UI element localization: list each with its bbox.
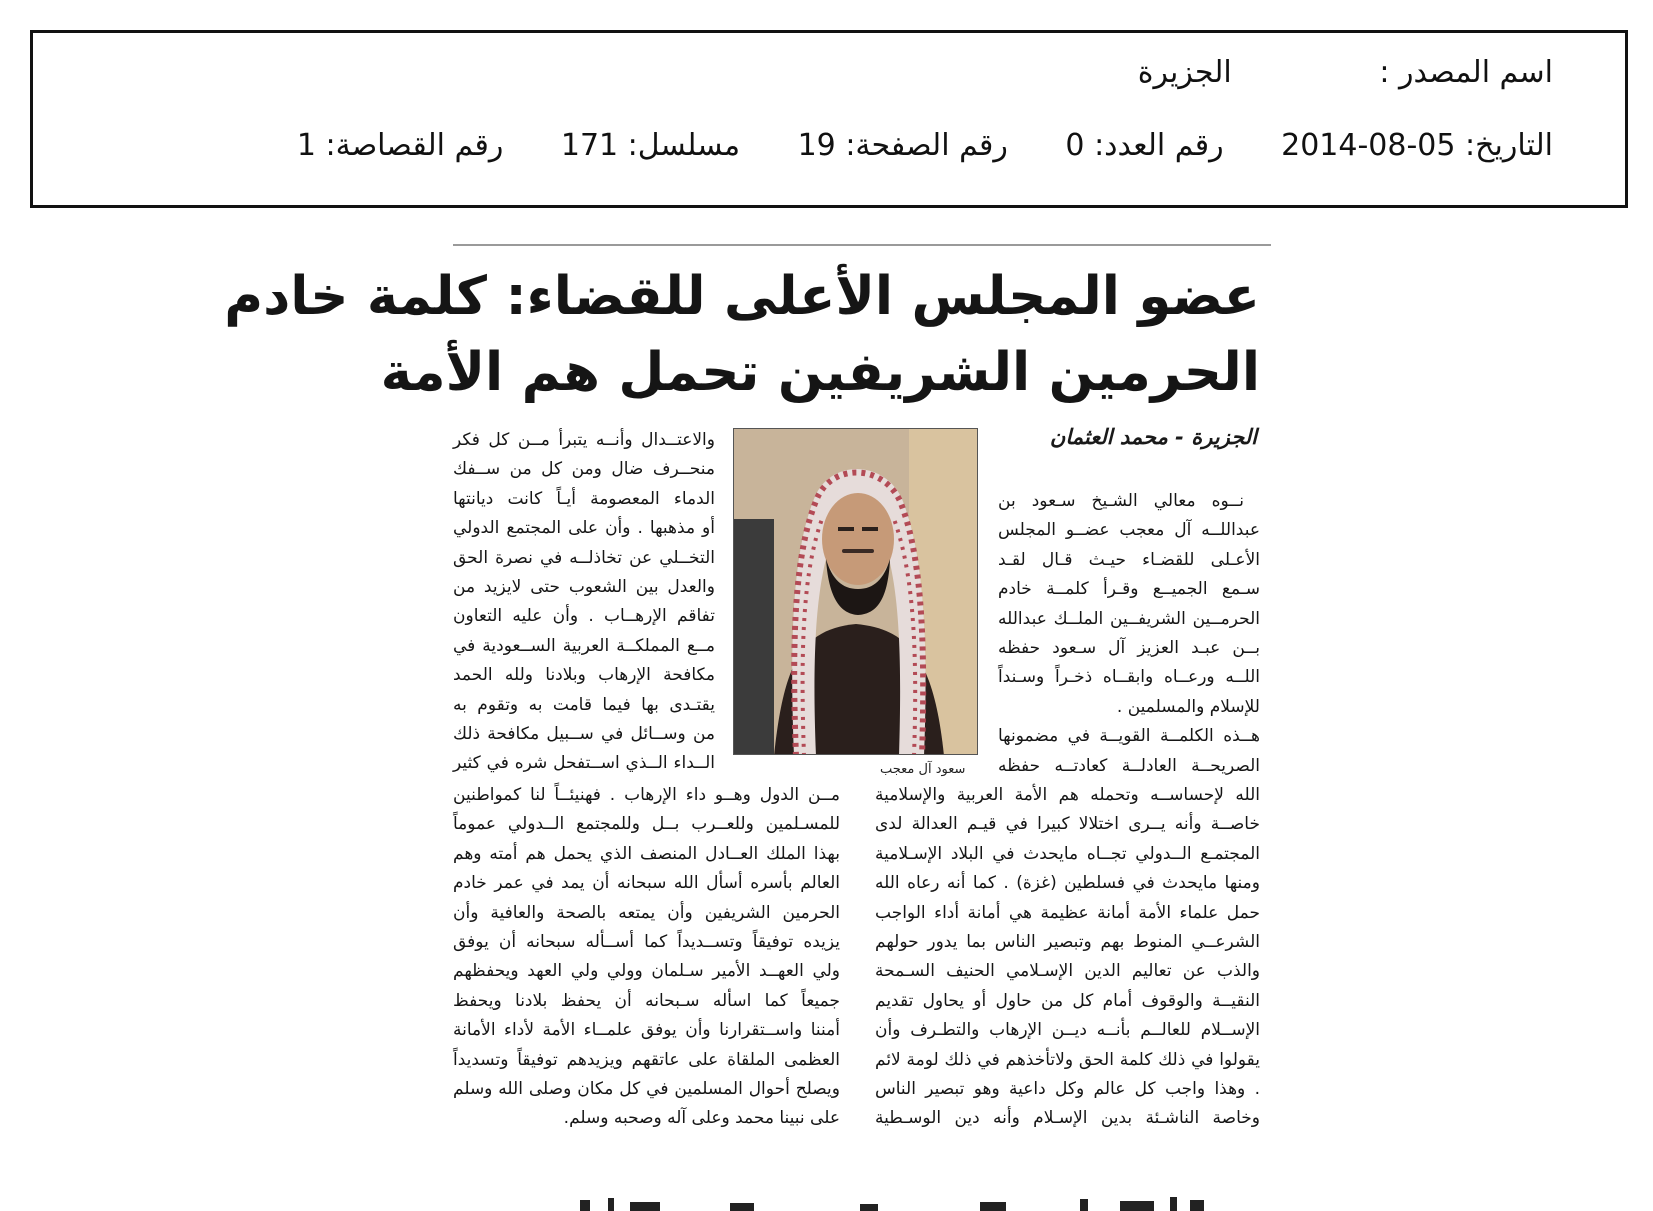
- headline-line-2: الحرمين الشريفين تحمل هم الأمة: [380, 342, 1260, 403]
- left-column-line: الــداء الــذي اســتفحل شره في كثير: [453, 753, 715, 774]
- left-column-line: أمننا واســتقرارنا وأن يوفق علمــاء الأمة لأداء الأمانة: [453, 1020, 840, 1041]
- wide-column-line: الشرعــي المنوط بهم وتبصير الناس بما يدور حولهم: [875, 932, 1260, 953]
- left-column-line: الحرمين الشريفين وأن يمتعه بالصحة والعافية وأن: [453, 902, 840, 923]
- left-column-line: يقتـدى بها فيما قامت به وتقوم به: [453, 694, 715, 715]
- right-column-line: للإسلام والمسلمين .: [1116, 696, 1260, 717]
- byline: [1050, 424, 1257, 449]
- left-column-line: من وســائل في ســبيل مكافحة ذلك: [453, 724, 715, 745]
- left-column-line: ويصلح أحوال المسلمين في كل مكان وصلى الله وسلم: [453, 1079, 840, 1100]
- source-label: اسم المصدر :: [1379, 55, 1553, 90]
- left-column-line: مــن الدول وهــو داء الإرهاب . فهنيئــاً لنا كمواطنين: [453, 785, 840, 805]
- portrait-photo: [733, 428, 978, 755]
- portrait-illustration: [734, 429, 978, 755]
- wide-column-line: المجتمـع الــدولي تجــاه مايحدث في البلاد الإسـلامية: [875, 843, 1260, 864]
- left-column-line: العالم بأسره أسأل الله سبحانه أن يمد في عمر خادم: [453, 873, 840, 894]
- right-column-line: عبداللــه آل معجب عضــو المجلس: [998, 520, 1260, 541]
- left-column-line: على نبينا محمد وعلى آله وصحبه وسلم.: [563, 1108, 840, 1129]
- right-column-line: نــوه معالي الشـيخ سـعود بن: [998, 491, 1244, 511]
- serial-label: مسلسل:: [627, 128, 741, 163]
- top-rule: [453, 244, 1271, 246]
- right-column-line: الأعـلى للقضـاء حيـث قـال لقـد: [998, 549, 1260, 570]
- left-column-line: تفاقم الإرهــاب . وأن عليه التعاون: [453, 606, 715, 627]
- source-value: الجزيرة: [1137, 55, 1232, 90]
- clip-value: 1: [296, 128, 316, 163]
- left-column-line: ولي العهــد الأمير سـلمان وولي ولي العهد ويحفظهم: [453, 961, 840, 982]
- left-column-line: التخــلي عن تخاذلــه في نصرة الحق: [453, 547, 715, 568]
- page-value: 19: [797, 128, 836, 163]
- date-value: 2014-08-05: [1281, 128, 1456, 163]
- wide-column-line: النقيــة والوقوف أمام كل من حاول أو يحاول تقديم: [875, 990, 1260, 1011]
- left-column-line: يزيده توفيقاً وتســديداً كما أســأله سبحانه أن يوفق: [453, 932, 840, 953]
- header-info-box: [30, 30, 1628, 208]
- right-column-line: الصريحــة العادلــة كعادتــه حفظه: [998, 755, 1260, 776]
- left-column-top: [453, 426, 715, 779]
- wide-column-line: . وهذا واجب كل عالم وكل داعية وهو تبصير الناس: [875, 1079, 1260, 1100]
- date-label: التاريخ:: [1465, 128, 1553, 163]
- page-label: رقم الصفحة:: [845, 128, 1008, 163]
- headline-line-1: عضو المجلس الأعلى للقضاء: كلمة خادم: [224, 266, 1260, 327]
- right-column-line: سـمع الجميــع وقـرأ كلمــة خادم: [998, 579, 1260, 600]
- cropped-glyph-tops: [560, 1194, 1220, 1211]
- byline-separator: -: [1175, 425, 1184, 449]
- cropped-text-fragment: [560, 1194, 1220, 1211]
- left-column-line: للمسـلمين وللعــرب بــل وللمجتمع الــدولي عموماً: [453, 814, 840, 835]
- wide-column-line: والذب عن تعاليم الدين الإسـلامي الحنيف السـمحة: [875, 961, 1260, 982]
- left-column-line: الدماء المعصومة أيـاً كانت ديانتها: [453, 488, 715, 509]
- wide-column-line: خاصــة وأنه يــرى اختلالا كبيرا في قيـم العدالة لدى: [875, 814, 1260, 835]
- right-column-line: الحرمــين الشريفــين الملــك عبدالله: [998, 608, 1260, 629]
- wide-column-line: وخاصة الناشـئة بدين الإسـلام وأنه دين الوسـطية: [875, 1108, 1260, 1129]
- right-column-line: هــذه الكلمــة القويــة في مضمونها: [998, 726, 1260, 747]
- wide-column-line: ومنها مايحدث في فسلطين (غزة) . كما أنه رعاه الله: [875, 873, 1260, 894]
- wide-column-line: الله لإحساســه وتحمله هم الأمة العربية والإسلامية: [875, 785, 1260, 805]
- issue-value: 0: [1065, 128, 1085, 163]
- left-column-line: مــع المملكــة العربية الســعودية في: [453, 635, 715, 656]
- meta-line: [297, 128, 1553, 163]
- left-column-line: والاعتــدال وأنــه يتبرأ مــن كل فكر: [453, 430, 715, 450]
- left-column-line: جميعاً كما اسأله سـبحانه أن يحفظ بلادنا ويحفظ: [453, 990, 840, 1011]
- serial-value: 171: [560, 128, 619, 163]
- issue-label: رقم العدد:: [1094, 128, 1224, 163]
- left-column-line: العظمى الملقاة على عاتقهم ويزيدهم توفيقاً وتسديداً: [453, 1049, 840, 1070]
- byline-author: محمد العثمان: [1049, 425, 1168, 449]
- source-line: [1138, 55, 1553, 90]
- left-column-line: مكافحة الإرهاب وبلادنا ولله الحمد: [453, 665, 715, 686]
- right-wide-column: [875, 781, 1260, 1134]
- right-column-line: اللــه ورعــاه وابقــاه ذخـراً وسـنداً: [998, 667, 1260, 688]
- clip-label: رقم القصاصة:: [325, 128, 504, 163]
- wide-column-line: الإســلام للعالــم بأنــه ديــن الإرهاب والتطـرف وأن: [875, 1020, 1260, 1041]
- byline-logo: الجزيرة: [1191, 424, 1257, 449]
- left-column-line: بهذا الملك العــادل المنصف الذي يحمل هم أمته وهم: [453, 843, 840, 864]
- left-column-bottom: [453, 781, 840, 1134]
- photo-caption: سعود آل معجب: [880, 762, 966, 777]
- left-column-line: منحــرف ضال ومن كل من ســفك: [453, 459, 715, 480]
- wide-column-line: يقولوا في ذلك كلمة الحق ولاتأخذهم في ذلك لومة لائم: [875, 1049, 1260, 1070]
- left-column-line: أو مذهبها . وأن على المجتمع الدولي: [453, 518, 715, 539]
- left-column-line: والعدل بين الشعوب حتى لايزيد من: [453, 577, 715, 598]
- wide-column-line: حمل علماء الأمة أمانة عظيمة هي أمانة أداء الواجب: [875, 902, 1260, 923]
- right-column-line: بــن عبـد العزيز آل سـعود حفظه: [998, 638, 1260, 659]
- right-column: [998, 487, 1260, 781]
